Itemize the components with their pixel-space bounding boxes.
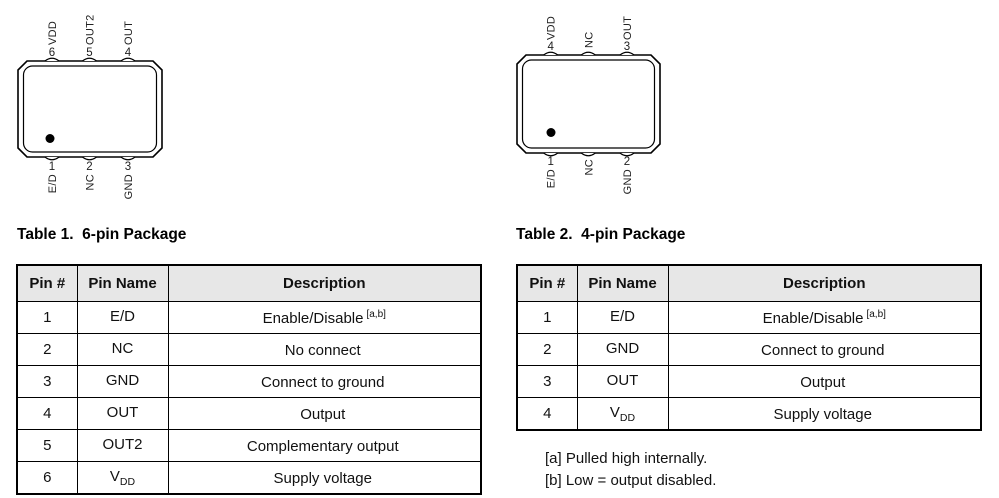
table-row xyxy=(17,398,481,430)
pin-number: 4 xyxy=(547,41,554,53)
pin-name-label: NC xyxy=(583,159,596,176)
package-outline-outer xyxy=(517,55,660,153)
pin-number-cell: 2 xyxy=(17,334,77,366)
table-row xyxy=(17,334,481,366)
pin-number: 5 xyxy=(86,47,93,59)
pin-name-label: NC xyxy=(583,31,596,48)
table-row xyxy=(17,366,481,398)
pin-name-cell: GND xyxy=(577,334,668,366)
pin-name-subscript: DD xyxy=(619,411,636,424)
pin-table-4pin xyxy=(516,264,982,431)
table2-title: Table 2. 4-pin Package xyxy=(516,226,686,243)
pin-number: 2 xyxy=(86,161,93,173)
pin-name-cell: OUT xyxy=(77,398,168,430)
pin-name-label: NC xyxy=(84,174,97,191)
column-header-description: Description xyxy=(168,265,481,302)
table-header-row xyxy=(517,265,981,302)
footnote-reference: [a,b] xyxy=(866,308,886,320)
pin-number: 3 xyxy=(623,41,631,53)
description-cell: Enable/Disable [a,b] xyxy=(668,302,981,334)
pin-name-label: E/D xyxy=(545,169,558,189)
pin-number-cell: 4 xyxy=(17,398,77,430)
pin-number-cell: 4 xyxy=(517,398,577,431)
pin-number-cell: 6 xyxy=(17,462,77,495)
description-cell: Connect to ground xyxy=(668,334,981,366)
description-cell: Supply voltage xyxy=(668,398,981,431)
table-row xyxy=(517,302,981,334)
description-cell: Connect to ground xyxy=(168,366,481,398)
pin-table-6pin xyxy=(16,264,482,495)
description-cell: Supply voltage xyxy=(168,462,481,495)
footnote-b: [b] Low = output disabled. xyxy=(545,472,717,489)
column-header-pin-name: Pin Name xyxy=(77,265,168,302)
pin-number: 3 xyxy=(124,161,132,173)
pin-number: 2 xyxy=(623,156,631,168)
pin-number: 6 xyxy=(48,47,56,59)
table-header-row xyxy=(17,265,481,302)
description-cell: No connect xyxy=(168,334,481,366)
description-cell: Output xyxy=(668,366,981,398)
column-header-description: Description xyxy=(668,265,981,302)
package-outline-outer xyxy=(18,61,162,157)
description-cell: Complementary output xyxy=(168,430,481,462)
footnotes xyxy=(545,448,716,492)
pin-name-label: GND xyxy=(123,174,135,200)
pin-notch xyxy=(121,157,135,160)
table-row xyxy=(517,398,981,431)
pin-name-cell: NC xyxy=(77,334,168,366)
table-row xyxy=(517,334,981,366)
pin-name-cell: E/D xyxy=(77,302,168,334)
package-diagram-4pin xyxy=(498,0,698,210)
description-cell: Output xyxy=(168,398,481,430)
pin1-indicator-dot xyxy=(547,128,556,137)
pin-number-cell: 3 xyxy=(17,366,77,398)
pin-number-cell: 3 xyxy=(517,366,577,398)
pin-number: 1 xyxy=(547,156,554,168)
column-header-pin-name: Pin Name xyxy=(577,265,668,302)
table1-title: Table 1. 6-pin Package xyxy=(17,226,187,243)
pin-name-cell: OUT xyxy=(577,366,668,398)
pin-name-cell: $V_{DD}$ xyxy=(77,462,168,495)
footnote-reference: [a,b] xyxy=(366,308,386,320)
pin-notch xyxy=(581,52,595,55)
pin-number: 1 xyxy=(48,161,56,173)
pin-name-label: E/D xyxy=(47,174,59,194)
column-header-pin-number: Pin # xyxy=(17,265,77,302)
pin-name-label: OUT2 xyxy=(84,14,97,45)
table-row xyxy=(17,430,481,462)
pin-number-cell: 1 xyxy=(517,302,577,334)
pin-name-label: OUT xyxy=(123,20,135,45)
pin-number-cell: 2 xyxy=(517,334,577,366)
package-diagram-6pin xyxy=(0,0,200,210)
pin-name-label: GND xyxy=(622,169,634,195)
description-cell: Enable/Disable [a,b] xyxy=(168,302,481,334)
pin-name-cell: GND xyxy=(77,366,168,398)
pin-notch xyxy=(581,153,595,156)
pin-number-cell: 5 xyxy=(17,430,77,462)
table-row xyxy=(517,366,981,398)
column-header-pin-number: Pin # xyxy=(517,265,577,302)
pin-notch xyxy=(45,157,59,160)
footnote-a: [a] Pulled high internally. xyxy=(545,450,708,467)
pin-number: 4 xyxy=(124,47,132,59)
pin-name-cell: OUT2 xyxy=(77,430,168,462)
pin-name-subscript: DD xyxy=(119,475,136,488)
pin-name-label: VDD xyxy=(545,15,558,40)
pin-name-cell: E/D xyxy=(577,302,668,334)
table-row xyxy=(17,302,481,334)
table-row xyxy=(17,462,481,495)
pin-name-label: VDD xyxy=(47,20,59,45)
pin-name-label: OUT xyxy=(622,15,634,40)
pin-name-cell: $V_{DD}$ xyxy=(577,398,668,431)
pin-number-cell: 1 xyxy=(17,302,77,334)
pin1-indicator-dot xyxy=(46,134,55,143)
pin-notch xyxy=(83,157,97,160)
